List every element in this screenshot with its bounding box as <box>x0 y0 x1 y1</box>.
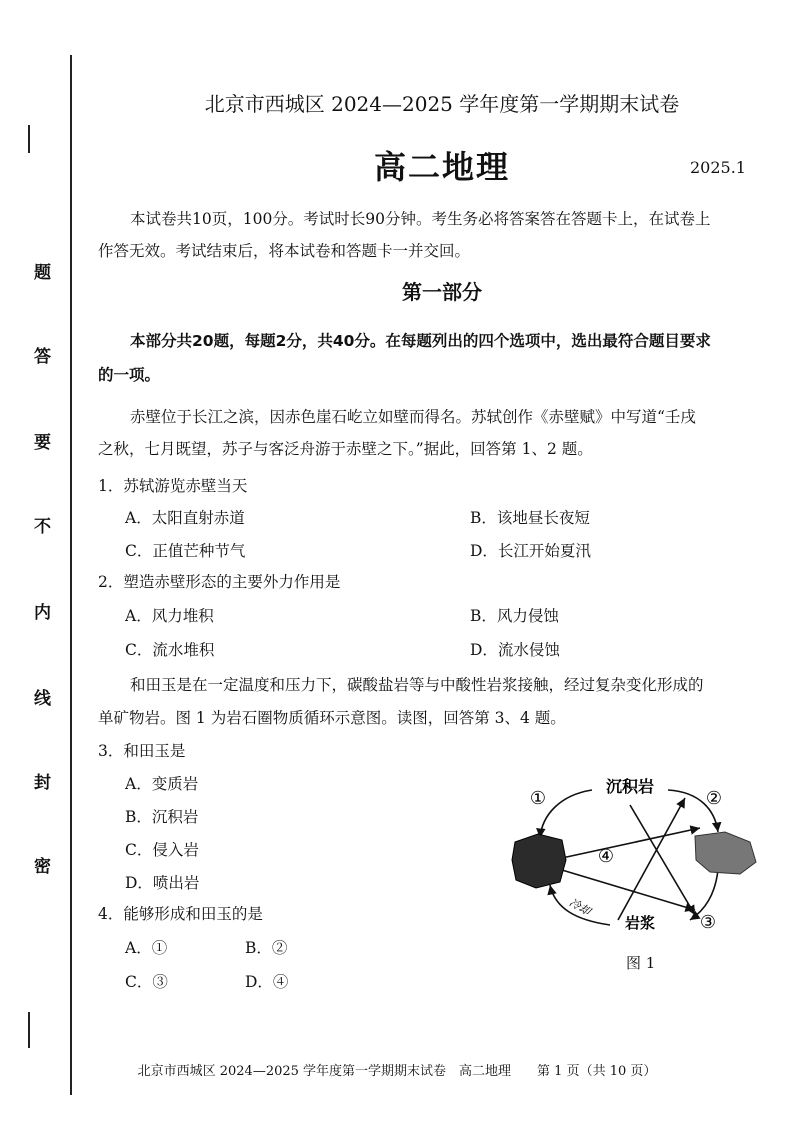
question-2-option-b: B．风力侵蚀 <box>470 607 559 625</box>
seal-char: 要 <box>34 433 51 453</box>
subject-title: 高二地理 <box>373 148 510 186</box>
question-4-stem: 4．能够形成和田玉的是 <box>98 905 263 923</box>
question-3-option-c: C．侵入岩 <box>125 841 199 859</box>
question-1-option-a: A．太阳直射赤道 <box>125 509 245 527</box>
seal-char: 线 <box>34 689 51 709</box>
label-1: ① <box>529 788 547 809</box>
question-2-option-a: A．风力堆积 <box>125 607 214 625</box>
page-footer: 北京市西城区 2024—2025 学年度第一学期期末试卷 高二地理 第 1 页（共 10 页） <box>137 1064 657 1079</box>
question-4-option-d: D．④ <box>245 973 289 991</box>
arrow-sed-to-magma <box>630 805 695 915</box>
question-1-option-c: C．正值芒种节气 <box>125 542 246 560</box>
exam-date: 2025.1 <box>690 158 746 177</box>
label-4: ④ <box>597 846 615 867</box>
question-3-option-b: B．沉积岩 <box>125 808 199 826</box>
seal-char: 答 <box>34 347 51 367</box>
passage-1-line-2: 之秋，七月既望，苏子与客泛舟游于赤壁之下。”据此，回答第 1、2 题。 <box>98 440 593 458</box>
label-2: ② <box>705 788 723 809</box>
question-4-option-b: B．② <box>245 939 288 957</box>
passage-2-line-2: 单矿物岩。图 1 为岩石圈物质循环示意图。读图，回答第 3、4 题。 <box>98 709 566 727</box>
question-3-option-a: A．变质岩 <box>125 775 199 793</box>
intro-line-2: 作答无效。考试结束后，将本试卷和答题卡一并交回。 <box>98 242 471 260</box>
question-3-stem: 3．和田玉是 <box>98 742 186 760</box>
question-1-option-d: D．长江开始夏汛 <box>470 542 591 560</box>
arc-sed-to-left <box>540 790 592 838</box>
question-2-option-d: D．流水侵蚀 <box>470 641 560 659</box>
seal-char: 内 <box>34 603 51 623</box>
section-instructions-2: 的一项。 <box>98 366 161 384</box>
exam-title: 北京市西城区 2024—2025 学年度第一学期期末试卷 <box>204 92 680 116</box>
arrow-magma-to-sed <box>618 798 685 920</box>
seal-char: 题 <box>34 263 51 283</box>
intro-line-1: 本试卷共10页，100分。考试时长90分钟。考生务必将答案答在答题卡上，在试卷上 <box>130 210 711 228</box>
sedimentary-rock-image <box>695 832 756 874</box>
question-2-stem: 2．塑造赤壁形态的主要外力作用是 <box>98 573 341 591</box>
rock-cycle-diagram <box>500 770 780 980</box>
label-sedimentary-rock: 沉积岩 <box>605 777 655 796</box>
label-magma: 岩浆 <box>624 914 656 932</box>
label-cooling: 冷却 <box>566 895 593 919</box>
question-1-option-b: B．该地昼长夜短 <box>470 509 590 527</box>
seal-char: 不 <box>34 517 51 537</box>
passage-2-line-1: 和田玉是在一定温度和压力下，碳酸盐岩等与中酸性岩浆接触，经过复杂变化形成的 <box>130 676 704 694</box>
question-2-option-c: C．流水堆积 <box>125 641 215 659</box>
figure-caption: 图 1 <box>626 954 656 972</box>
metamorphic-rock-image <box>512 834 566 888</box>
question-4-option-c: C．③ <box>125 973 168 991</box>
binding-line <box>70 55 72 1095</box>
seal-char: 密 <box>34 857 51 877</box>
arrow-left-to-right <box>562 828 700 858</box>
seal-char: 封 <box>34 773 51 793</box>
binding-mark-top <box>28 125 30 153</box>
question-4-option-a: A．① <box>125 939 168 957</box>
binding-mark-bottom <box>28 1012 30 1048</box>
question-1-stem: 1．苏轼游览赤壁当天 <box>98 477 248 495</box>
passage-1-line-1: 赤壁位于长江之滨，因赤色崖石屹立如壁而得名。苏轼创作《赤壁赋》中写道“壬戌 <box>130 408 696 426</box>
section-instructions-1: 本部分共20题，每题2分，共40分。在每题列出的四个选项中，选出最符合题目要求 <box>130 332 711 350</box>
section-title: 第一部分 <box>402 280 482 304</box>
question-3-option-d: D．喷出岩 <box>125 874 200 892</box>
label-3: ③ <box>699 912 717 933</box>
